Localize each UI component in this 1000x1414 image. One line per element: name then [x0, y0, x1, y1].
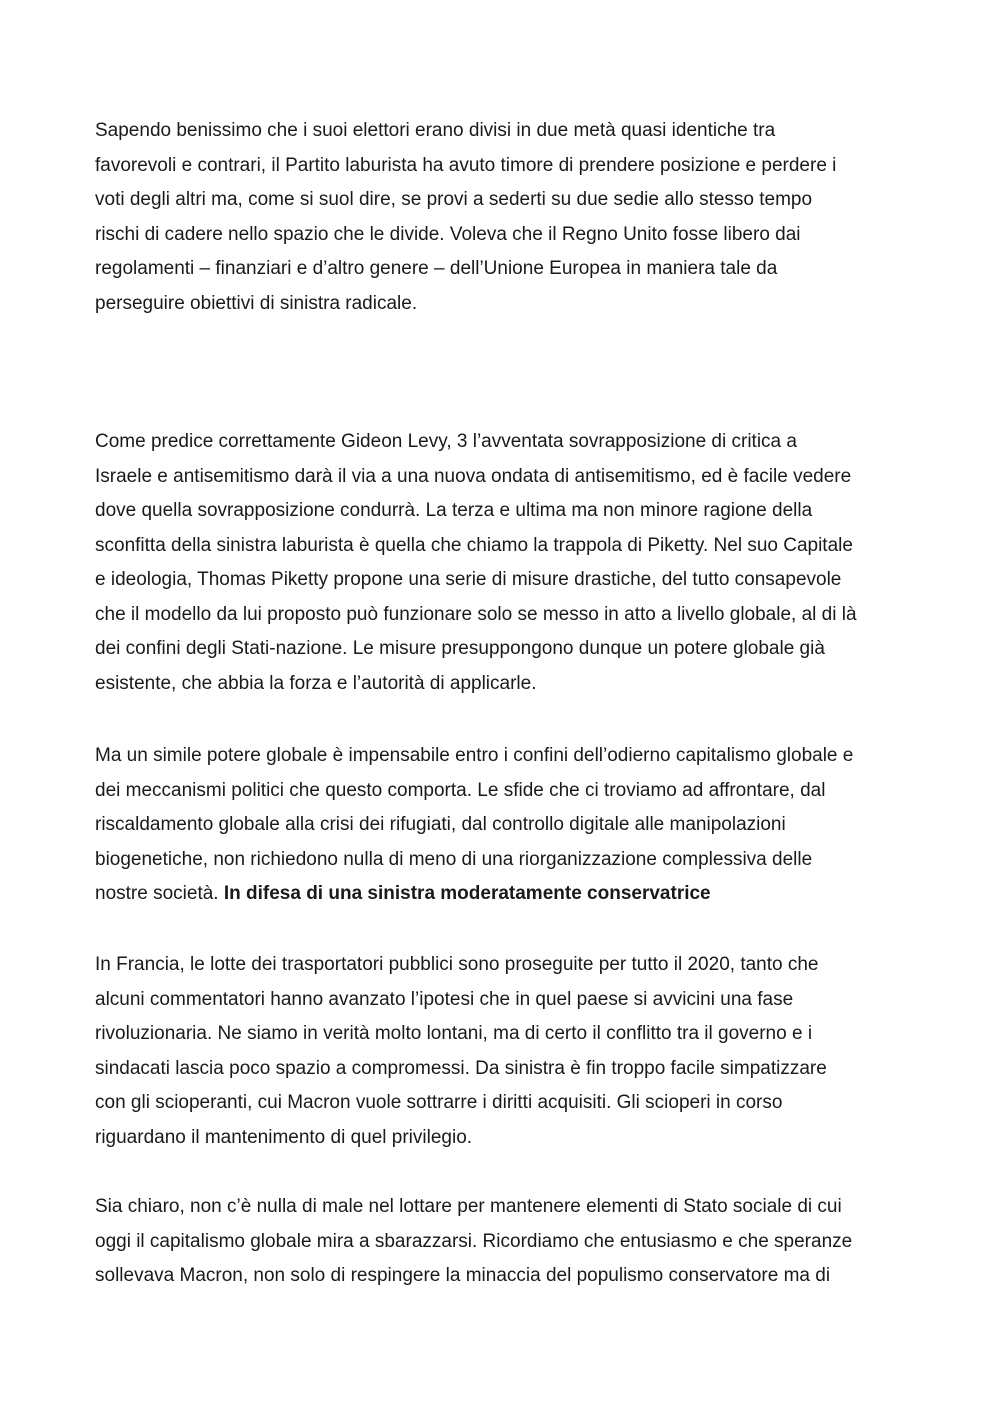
text-line: In Francia, le lotte dei trasportatori pubblici sono proseguite per tutto il 2020, tanto che: [95, 954, 819, 975]
text-line: Sapendo benissimo che i suoi elettori erano divisi in due metà quasi identiche tra: [95, 120, 776, 141]
text-line: sconfitta della sinistra laburista è quella che chiamo la trappola di Piketty. Nel suo Capitale: [95, 534, 853, 556]
paragraph-global-power: [95, 739, 915, 912]
text-line: perseguire obiettivi di sinistra radicale.: [95, 292, 418, 314]
text-line: che il modello da lui proposto può funzionare solo se messo in atto a livello globale, al di là: [95, 603, 857, 625]
text-line: riguardano il mantenimento di quel privilegio.: [95, 1126, 473, 1148]
paragraph-welfare-state: [95, 1190, 915, 1294]
section-heading: In difesa di una sinistra moderatamente conservatrice: [223, 883, 711, 904]
text-line: dove quella sovrapposizione condurrà. La terza e ultima ma non minore ragione della: [95, 500, 813, 521]
text-line: biogenetiche, non richiedono nulla di meno di una riorganizzazione complessiva delle: [95, 848, 813, 870]
text-line: Come predice correttamente Gideon Levy, 3 l’avventata sovrapposizione di critica a: [95, 431, 797, 452]
paragraph-france-strikes: [95, 948, 915, 1155]
text-line: dei meccanismi politici che questo comporta. Le sfide che ci troviamo ad affrontare, dal: [95, 779, 826, 801]
text-line: favorevoli e contrari, il Partito laburista ha avuto timore di prendere posizione e perdere i: [95, 154, 837, 176]
paragraph-labour-party: [95, 114, 915, 321]
text-line: e ideologia, Thomas Piketty propone una serie di misure drastiche, del tutto consapevole: [95, 569, 842, 590]
text-line: con gli scioperanti, cui Macron vuole sottrarre i diritti acquisiti. Gli scioperi in corso: [95, 1092, 783, 1113]
text-line: regolamenti – finanziari e d’altro genere – dell’Unione Europea in maniera tale da: [95, 258, 778, 279]
text-line: esistente, che abbia la forza e l’autorità di applicarle.: [95, 672, 537, 694]
text-line: rischi di cadere nello spazio che le divide. Voleva che il Regno Unito fosse libero dai: [95, 223, 801, 245]
text-line: Ma un simile potere globale è impensabile entro i confini dell’odierno capitalismo globale e: [95, 745, 854, 766]
text-line: riscaldamento globale alla crisi dei rifugiati, dal controllo digitale alle manipolazioni: [95, 814, 786, 835]
text-line: voti degli altri ma, come si suol dire, se provi a sederti su due sedie allo stesso tempo: [95, 189, 813, 210]
text-line: alcuni commentatori hanno avanzato l’ipotesi che in quel paese si avvicini una fase: [95, 988, 794, 1010]
text-line: sindacati lascia poco spazio a compromessi. Da sinistra è fin troppo facile simpatizzare: [95, 1057, 827, 1079]
text-line: Israele e antisemitismo darà il via a una nuova ondata di antisemitismo, ed è facile vedere: [95, 465, 852, 487]
text-line: rivoluzionaria. Ne siamo in verità molto lontani, ma di certo il conflitto tra il governo e i: [95, 1023, 813, 1044]
text-line: Sia chiaro, non c’è nulla di male nel lottare per mantenere elementi di Stato sociale di cui: [95, 1196, 842, 1217]
text-line: dei confini degli Stati-nazione. Le misure presuppongono dunque un potere globale già: [95, 638, 825, 659]
text-line: oggi il capitalismo globale mira a sbarazzarsi. Ricordiamo che entusiasmo e che speranze: [95, 1230, 853, 1252]
text-line: [95, 877, 915, 912]
text-run: nostre società.: [95, 883, 224, 904]
paragraph-piketty-trap: [95, 425, 915, 701]
text-line: sollevava Macron, non solo di respingere la minaccia del populismo conservatore ma di: [95, 1265, 831, 1286]
